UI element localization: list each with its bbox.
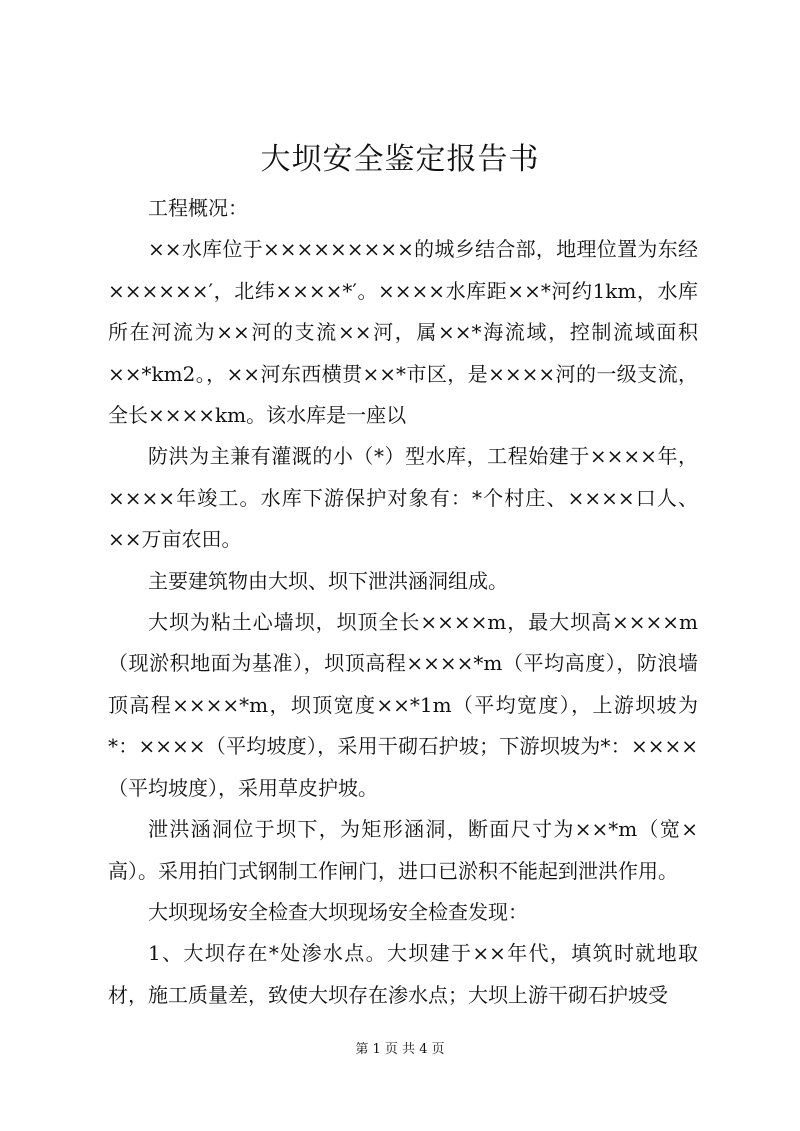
paragraph-inspection-heading: 大坝现场安全检查大坝现场安全检查发现： <box>148 899 528 924</box>
page-number-footer: 第 1 页 共 4 页 <box>355 1042 445 1057</box>
paragraph-finding-1: 1、大坝存在*处渗水点。大坝建于××年代，填筑时就地取材，施工质量差，致使大坝存在渗水点；大坝上游干砌石护坡受 <box>108 941 698 1007</box>
paragraph-dam: 大坝为粘土心墙坝，坝顶全长××××m，最大坝高××××m（现淤积地面为基准），坝顶高程××××*m（平均高度），防浪墙顶高程××××*m，坝顶宽度××*1m（平均宽度），上游坝坡为*：××××（平均坡度），采用干砌石护坡；下游坝坡为*：××××（平均坡度），采用草皮护坡。 <box>108 610 698 800</box>
paragraph-overview-heading: 工程概况： <box>148 196 248 220</box>
document-title: 大坝安全鉴定报告书 <box>260 142 540 177</box>
paragraph-structures: 主要建筑物由大坝、坝下泄洪涵洞组成。 <box>148 568 508 593</box>
paragraph-purpose: 防洪为主兼有灌溉的小（*）型水库，工程始建于××××年，××××年竣工。水库下游保护对象有：*个村庄、××××口人、××万亩农田。 <box>108 444 698 552</box>
paragraph-location: ××水库位于×××××××××的城乡结合部，地理位置为东经××××××′，北纬××××*′。××××水库距××*河约1km，水库所在河流为××河的支流××河，属××*海流域，控制流域面积××*km2。，××河东西横贯××*市区，是××××河的一级支流，全长××××km。该水库是一座以 <box>108 237 698 428</box>
paragraph-culvert: 泄洪涵洞位于坝下，为矩形涵洞，断面尺寸为××*m（宽×高）。采用拍门式钢制工作闸门，进口已淤积不能起到泄洪作用。 <box>108 817 698 883</box>
document-body <box>108 188 698 1016</box>
